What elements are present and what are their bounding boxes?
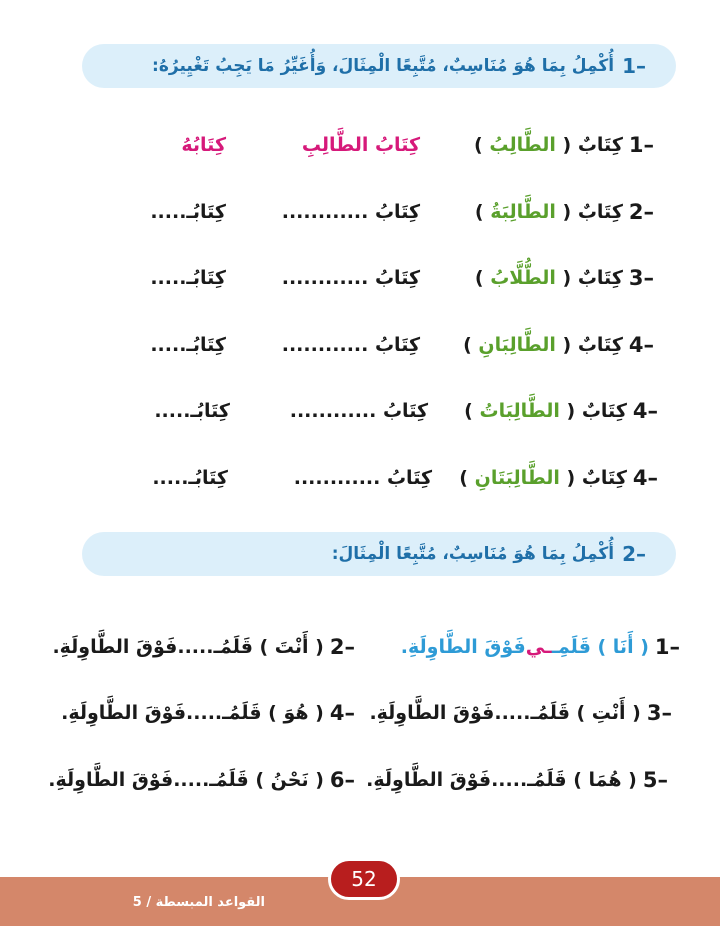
row-base: كِتَابٌ ( <box>566 400 627 422</box>
exercise2-item[interactable] <box>369 693 672 733</box>
book-title: القواعد المبسطة / 5 <box>132 895 265 910</box>
exercise1-row <box>0 192 720 232</box>
row-prompt <box>474 125 654 165</box>
exercise2-row <box>0 760 720 800</box>
exercise1-row <box>0 458 720 498</box>
exercise1-row <box>0 125 720 165</box>
exercise2-instruction: أُكْمِلُ بِمَا هُوَ مُنَاسِبٌ، مُتَّبِعًا الْمِثَالَ: <box>331 544 615 564</box>
row-number: 4– <box>632 399 658 423</box>
exercise1-number: 1– <box>622 54 646 78</box>
item-number: 6– <box>329 768 355 792</box>
row-answer-2: كِتَابُهُ <box>181 134 226 156</box>
row-answer-1[interactable]: كِتَابُ ............ <box>281 334 420 356</box>
item-number: 1– <box>654 635 680 659</box>
item-post: فَوْقَ الطَّاوِلَةِ. <box>61 702 187 724</box>
row-prompt <box>464 391 658 431</box>
row-number: 4– <box>628 333 654 357</box>
row-close: ) <box>464 400 473 422</box>
row-close: ) <box>474 267 484 289</box>
exercise2-row <box>0 693 720 733</box>
item-pre: ( نَحْنُ ) قَلَمُـ..... <box>173 769 324 791</box>
row-noun: الطَّالِبَانِ <box>478 334 556 356</box>
row-noun: الطَّالِبَتَانِ <box>474 467 560 489</box>
item-number: 4– <box>329 701 355 725</box>
exercise2-item[interactable] <box>48 760 355 800</box>
item-post: فَوْقَ الطَّاوِلَةِ. <box>400 636 526 658</box>
item-number: 3– <box>646 701 672 725</box>
row-base: كِتَابٌ ( <box>562 267 623 289</box>
row-number: 4– <box>632 466 658 490</box>
item-post: فَوْقَ الطَّاوِلَةِ. <box>369 702 495 724</box>
row-answer-2[interactable]: كِتَابُـ..... <box>150 334 226 356</box>
exercise1-row <box>0 258 720 298</box>
exercise2-item <box>401 627 680 667</box>
row-noun: الطَّالِبَةُ <box>490 201 556 223</box>
row-answer-2[interactable]: كِتَابُـ..... <box>152 467 228 489</box>
row-base: كِتَابٌ ( <box>562 334 623 356</box>
exercise2-item[interactable] <box>366 760 668 800</box>
row-noun: الطَّالِبَاتُ <box>479 400 560 422</box>
exercise1-banner <box>82 44 676 88</box>
row-noun: الطُّلَّابُ <box>490 267 556 289</box>
item-pre: ( أَنَا ) قَلَمِـ <box>551 636 649 658</box>
row-prompt <box>459 458 658 498</box>
row-answer-2[interactable]: كِتَابُـ..... <box>150 267 226 289</box>
item-post: فَوْقَ الطَّاوِلَةِ. <box>52 636 178 658</box>
exercise2-item[interactable] <box>52 627 355 667</box>
row-close: ) <box>459 467 468 489</box>
item-pre: ( هُمَا ) قَلَمُـ..... <box>491 769 637 791</box>
exercise2-number: 2– <box>622 542 646 566</box>
row-number: 2– <box>628 200 654 224</box>
row-number: 1– <box>628 133 654 157</box>
row-prompt <box>463 325 654 365</box>
row-base: كِتَابٌ ( <box>562 201 623 223</box>
row-answer-1[interactable]: كِتَابُ ............ <box>289 400 428 422</box>
exercise2-item[interactable] <box>61 693 355 733</box>
row-prompt <box>475 258 654 298</box>
row-noun: الطَّالِبُ <box>489 134 556 156</box>
row-answer-2[interactable]: كِتَابُـ..... <box>150 201 226 223</box>
row-prompt <box>475 192 654 232</box>
row-close: ) <box>474 134 483 156</box>
exercise2-banner <box>82 532 676 576</box>
row-base: كِتَابٌ ( <box>562 134 623 156</box>
item-pre: ( هُوَ ) قَلَمُـ..... <box>186 702 324 724</box>
exercise1-row <box>0 391 720 431</box>
item-number: 5– <box>642 768 668 792</box>
row-close: ) <box>474 201 484 223</box>
row-number: 3– <box>628 266 654 290</box>
item-post: فَوْقَ الطَّاوِلَةِ. <box>366 769 492 791</box>
row-answer-1[interactable]: كِتَابُ ............ <box>281 201 420 223</box>
page-number-badge: 52 <box>328 858 400 900</box>
item-number: 2– <box>329 635 355 659</box>
item-suffix: ـي <box>525 636 552 658</box>
row-base: كِتَابٌ ( <box>566 467 627 489</box>
exercise2-row <box>0 627 720 667</box>
item-pre: ( أَنْتَ ) قَلَمُـ..... <box>177 636 324 658</box>
row-answer-2[interactable]: كِتَابُـ..... <box>154 400 230 422</box>
row-answer-1: كِتَابُ الطَّالِبِ <box>301 134 420 156</box>
row-answer-1[interactable]: كِتَابُ ............ <box>293 467 432 489</box>
item-post: فَوْقَ الطَّاوِلَةِ. <box>48 769 174 791</box>
row-answer-1[interactable]: كِتَابُ ............ <box>281 267 420 289</box>
row-close: ) <box>463 334 472 356</box>
item-pre: ( أَنْتِ ) قَلَمُـ..... <box>494 702 641 724</box>
exercise1-row <box>0 325 720 365</box>
exercise1-instruction: أُكْمِلُ بِمَا هُوَ مُنَاسِبٌ، مُتَّبِعًا الْمِثَالَ، وَأُغَيِّرُ مَا يَجِبُ تَغْيِيرُهُ: <box>152 56 615 76</box>
